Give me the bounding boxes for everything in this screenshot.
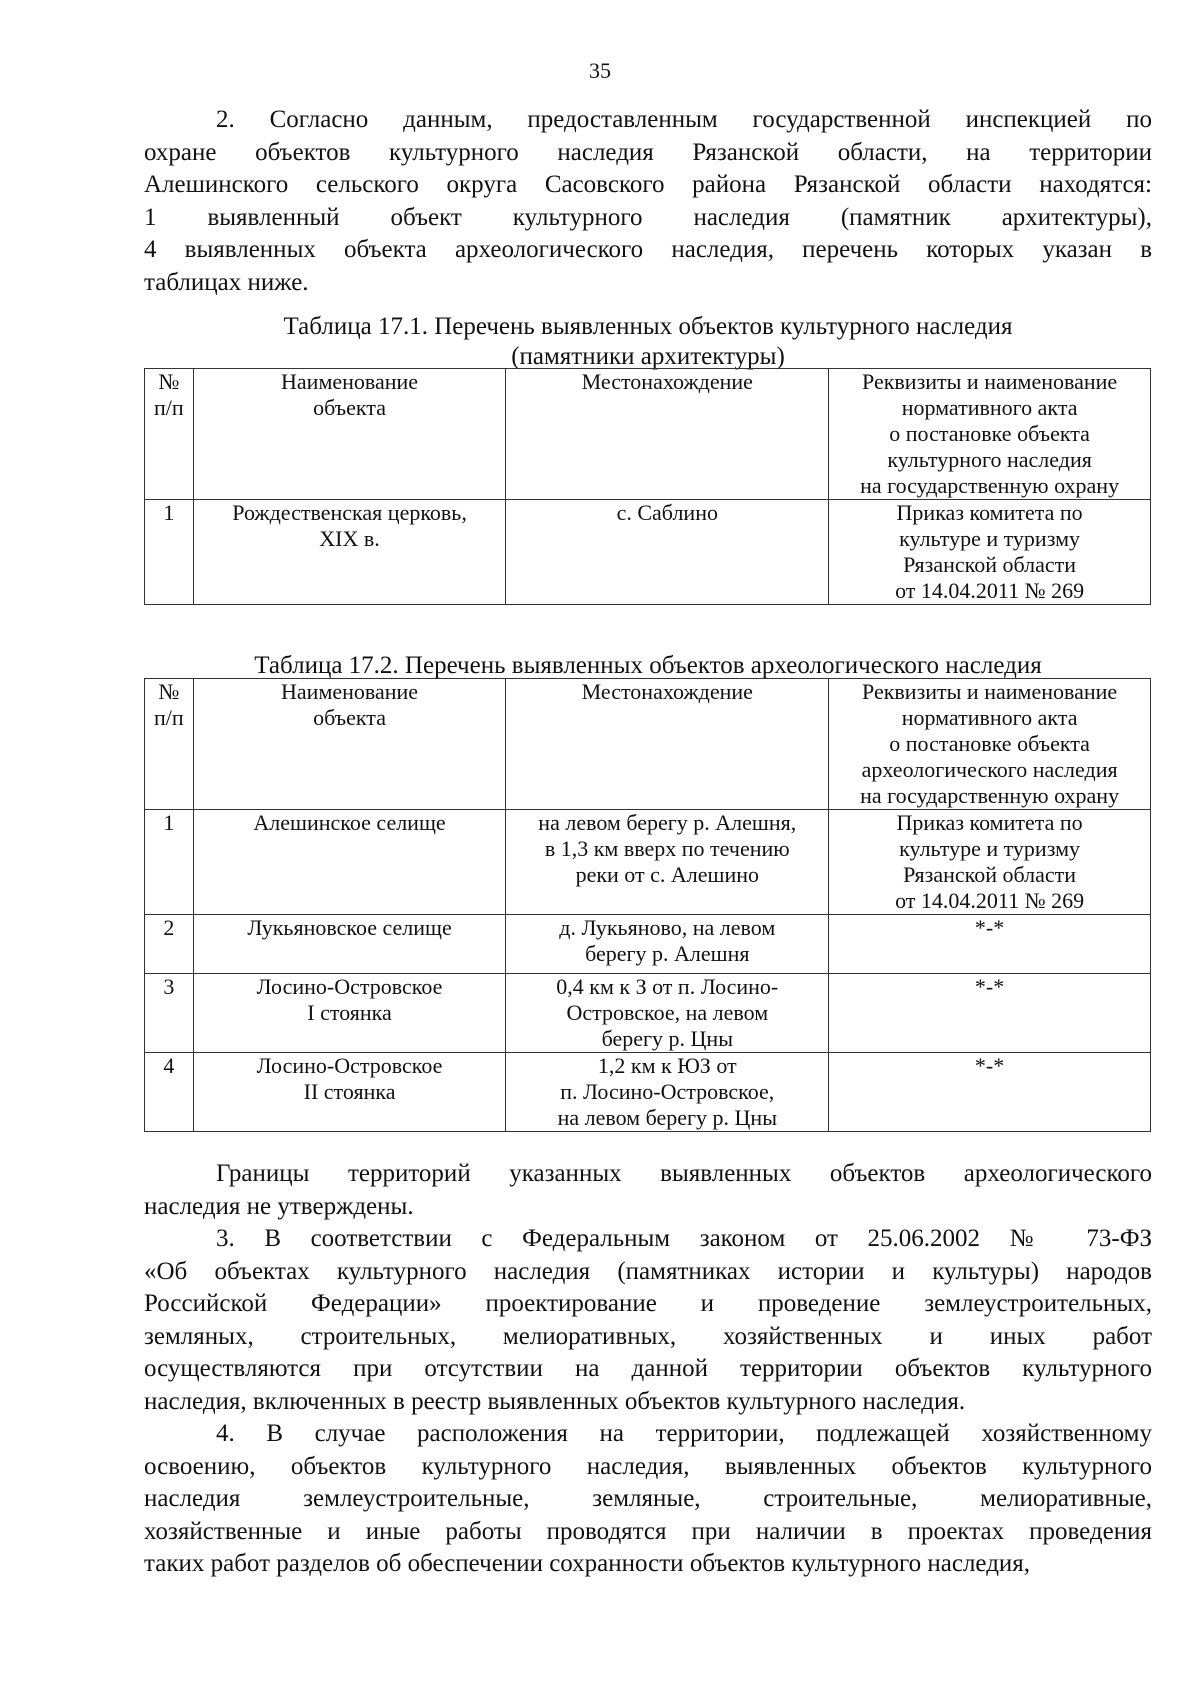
- cell-line: *-*: [974, 974, 1005, 999]
- cell-line: 3: [163, 974, 175, 999]
- cell-line: п/п: [154, 395, 184, 420]
- paragraph-line: Российской Федерации» проектирование и проведение землеустроительных,: [144, 1290, 1152, 1317]
- page-number: 35: [589, 58, 611, 83]
- paragraph-line: «Об объектах культурного наследия (памятниках истории и культуры) народов: [144, 1257, 1152, 1285]
- paragraph-4: [144, 1418, 1152, 1581]
- cell-line: Местонахождение: [581, 369, 753, 394]
- cell-line: Приказ комитета по: [896, 500, 1083, 525]
- cell-line: 2: [163, 915, 175, 940]
- table-1-caption-line-2: (памятники архитектуры): [511, 343, 785, 370]
- paragraph-line: 4 выявленных объекта археологического наследия, перечень которых указан в: [144, 236, 1152, 263]
- cell-line: берегу р. Алешня: [585, 941, 750, 966]
- number-cell: [145, 915, 194, 974]
- table-row: [145, 1053, 1151, 1132]
- cell-line: Лосино-Островское: [256, 974, 443, 999]
- paragraph-line: Алешинского сельского округа Сасовского района Рязанской области находятся:: [144, 171, 1152, 198]
- cell-line: Рождественская церковь,: [232, 500, 467, 525]
- number-cell: [145, 1053, 194, 1132]
- cell-line: Лосино-Островское: [256, 1053, 443, 1078]
- cell-line: №: [158, 369, 180, 394]
- cell-line: о постановке объекта: [889, 731, 1090, 756]
- paragraph-line: наследия землеустроительные, земляные, строительные, мелиоративные,: [144, 1485, 1152, 1512]
- paragraph-line: таких работ разделов об обеспечении сохранности объектов культурного наследия,: [144, 1550, 1031, 1577]
- name-cell: [193, 810, 506, 915]
- cell-line: II стоянка: [303, 1079, 396, 1104]
- cell-line: 1: [163, 500, 175, 525]
- name-cell: [193, 369, 506, 500]
- table-1-caption: [144, 312, 1152, 372]
- cell-line: Реквизиты и наименование: [862, 679, 1118, 704]
- cell-line: объекта: [313, 705, 386, 730]
- cell-line: *-*: [974, 1053, 1005, 1078]
- cell-line: нормативного акта: [901, 395, 1078, 420]
- paragraph-line: наследия не утверждены.: [144, 1192, 414, 1220]
- cell-line: №: [158, 679, 180, 704]
- act-cell: [829, 500, 1151, 605]
- table-1-caption-line-1: Таблица 17.1. Перечень выявленных объектов культурного наследия: [283, 313, 1013, 340]
- cell-line: Лукьяновское селище: [247, 915, 452, 940]
- paragraph-line: хозяйственные и иные работы проводятся при наличии в проектах проведения: [144, 1517, 1152, 1545]
- cell-line: Алешинское селище: [253, 810, 446, 835]
- number-cell: [145, 810, 194, 915]
- paragraph-line: освоению, объектов культурного наследия, выявленных объектов культурного: [144, 1452, 1152, 1480]
- paragraph-line: таблицах ниже.: [144, 268, 309, 296]
- number-cell: [145, 500, 194, 605]
- location-cell: [506, 915, 829, 974]
- cell-line: 4: [163, 1053, 175, 1078]
- paragraph-line: наследия, включенных в реестр выявленных объектов культурного наследия.: [144, 1387, 966, 1415]
- cell-line: от 14.04.2011 № 269: [895, 578, 1085, 603]
- table-row: [145, 810, 1151, 915]
- name-cell: [193, 1053, 506, 1132]
- cell-line: с. Саблино: [616, 500, 718, 525]
- paragraph-line: 4. В случае расположения на территории, подлежащей хозяйственному: [216, 1420, 1152, 1447]
- name-cell: [193, 679, 506, 810]
- cell-line: на государственную охрану: [860, 473, 1120, 498]
- act-cell: [829, 679, 1151, 810]
- paragraph-line: Границы территорий указанных выявленных объектов археологического: [216, 1160, 1152, 1187]
- cell-line: д. Лукьяново, на левом: [559, 915, 776, 940]
- cell-line: нормативного акта: [901, 705, 1078, 730]
- name-cell: [193, 974, 506, 1053]
- number-cell: [145, 369, 194, 500]
- act-cell: [829, 369, 1151, 500]
- cell-line: п/п: [154, 705, 184, 730]
- cell-line: Реквизиты и наименование: [862, 369, 1118, 394]
- paragraph-line: осуществляются при отсутствии на данной территории объектов культурного: [144, 1355, 1152, 1382]
- cell-line: о постановке объекта: [889, 421, 1090, 446]
- archaeological-heritage-table: [144, 678, 1151, 1132]
- cell-line: культурного наследия: [887, 447, 1092, 472]
- cell-line: Приказ комитета по: [896, 810, 1083, 835]
- borders-paragraph: [144, 1158, 1152, 1223]
- paragraph-line: 3. В соответствии с Федеральным законом от 25.06.2002 № 73-ФЗ: [216, 1225, 1152, 1252]
- cell-line: культуре и туризму: [899, 836, 1081, 861]
- cell-line: Рязанской области: [903, 862, 1077, 887]
- cell-line: Местонахождение: [581, 679, 753, 704]
- paragraph-line: 2. Согласно данным, предоставленным государственной инспекцией по: [216, 106, 1152, 133]
- location-cell: [506, 1053, 829, 1132]
- paragraph-2: [144, 104, 1152, 299]
- table-header-row: [145, 679, 1151, 810]
- act-cell: [829, 974, 1151, 1053]
- number-cell: [145, 974, 194, 1053]
- location-cell: [506, 810, 829, 915]
- paragraph-line: земляных, строительных, мелиоративных, хозяйственных и иных работ: [144, 1322, 1152, 1350]
- cell-line: 0,4 км к З от п. Лосино-: [556, 974, 779, 999]
- cell-line: I стоянка: [307, 1000, 392, 1025]
- cell-line: Наименование: [281, 679, 419, 704]
- cell-line: берегу р. Цны: [601, 1026, 733, 1051]
- cell-line: XIX в.: [319, 526, 380, 551]
- cell-line: археологического наследия: [861, 757, 1118, 782]
- table-row: [145, 974, 1151, 1053]
- cell-line: в 1,3 км вверх по течению: [544, 836, 790, 861]
- act-cell: [829, 915, 1151, 974]
- location-cell: [506, 679, 829, 810]
- act-cell: [829, 810, 1151, 915]
- cell-line: Островское, на левом: [566, 1000, 769, 1025]
- cell-line: 1: [163, 810, 175, 835]
- table-2-caption: Таблица 17.2. Перечень выявленных объектов археологического наследия: [254, 652, 1042, 679]
- paragraph-line: охране объектов культурного наследия Рязанской области, на территории: [144, 138, 1152, 166]
- cell-line: Рязанской области: [903, 552, 1077, 577]
- table-row: [145, 915, 1151, 974]
- cell-line: реки от с. Алешино: [575, 862, 759, 887]
- location-cell: [506, 369, 829, 500]
- paragraph-line: 1 выявленный объект культурного наследия (памятник архитектуры),: [144, 203, 1152, 231]
- cell-line: на левом берегу р. Алешня,: [538, 810, 797, 835]
- cell-line: объекта: [313, 395, 386, 420]
- location-cell: [506, 974, 829, 1053]
- name-cell: [193, 915, 506, 974]
- cell-line: от 14.04.2011 № 269: [895, 888, 1085, 913]
- cell-line: Наименование: [281, 369, 419, 394]
- cultural-heritage-table: [144, 368, 1151, 605]
- table-header-row: [145, 369, 1151, 500]
- cell-line: 1,2 км к ЮЗ от: [597, 1053, 737, 1078]
- cell-line: *-*: [974, 915, 1005, 940]
- table-row: [145, 500, 1151, 605]
- cell-line: культуре и туризму: [899, 526, 1081, 551]
- act-cell: [829, 1053, 1151, 1132]
- cell-line: на левом берегу р. Цны: [557, 1105, 777, 1130]
- name-cell: [193, 500, 506, 605]
- location-cell: [506, 500, 829, 605]
- cell-line: на государственную охрану: [860, 783, 1120, 808]
- paragraph-3: [144, 1223, 1152, 1418]
- number-cell: [145, 679, 194, 810]
- cell-line: п. Лосино-Островское,: [560, 1079, 775, 1104]
